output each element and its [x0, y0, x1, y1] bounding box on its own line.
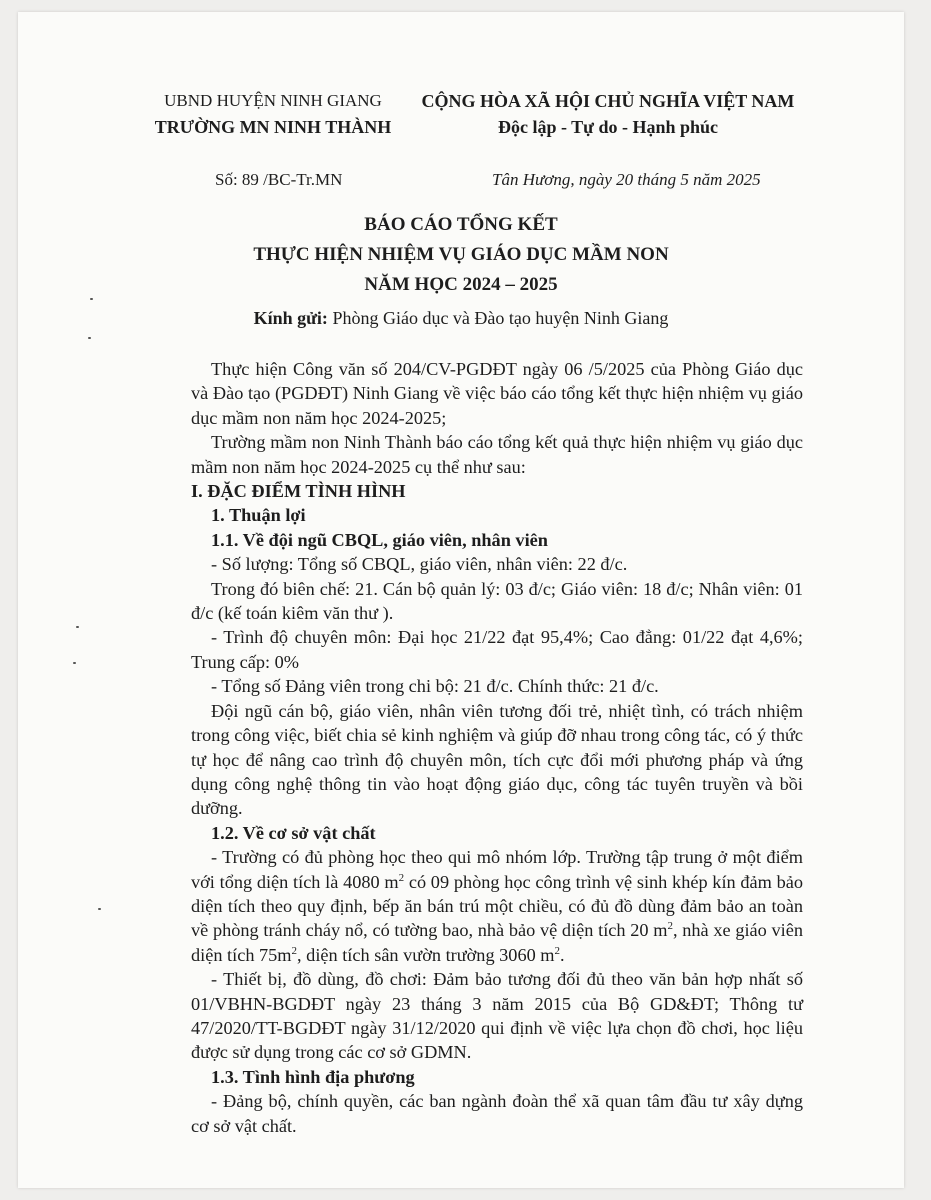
qualification-paragraph: - Trình độ chuyên môn: Đại học 21/22 đạt 95,4%; Cao đẳng: 01/22 đạt 4,6%; Trung cấp: 0%	[191, 627, 803, 672]
title-line-2: THỰC HIỆN NHIỆM VỤ GIÁO DỤC MẦM NON	[253, 244, 669, 265]
party-members-paragraph: - Tổng số Đảng viên trong chi bộ: 21 đ/c. Chính thức: 21 đ/c.	[211, 676, 659, 697]
motto: Độc lập - Tự do - Hạnh phúc	[497, 117, 719, 137]
document-page	[18, 12, 904, 1188]
staff-count-paragraph: - Số lượng: Tổng số CBQL, giáo viên, nhân viên: 22 đ/c.	[211, 554, 628, 575]
issuer-block	[153, 88, 393, 140]
scan-speck	[73, 662, 76, 664]
issuer-school: TRƯỜNG MN NINH THÀNH	[154, 117, 392, 137]
subsection-heading-1-3: 1.3. Tình hình địa phương	[211, 1066, 415, 1087]
scan-speck	[90, 298, 93, 300]
staff-assessment-paragraph: Đội ngũ cán bộ, giáo viên, nhân viên tương đối trẻ, nhiệt tình, có trách nhiệm trong công việc, biết chia sẻ kinh nghiệm và giúp đỡ nhau trong công tác, có ý thức tự học để nâng cao trình độ chuyên môn, tích cực đổi mới phương pháp và ứng dụng công nghệ thông tin vào hoạt động giáo dục, công tác tuyên truyền và bồi dưỡng.	[191, 700, 803, 819]
subsection-heading-1-2: 1.2. Về cơ sở vật chất	[211, 822, 376, 843]
intro-paragraph-1: Thực hiện Công văn số 204/CV-PGDĐT ngày 06 /5/2025 của Phòng Giáo dục và Đào tạo (PGDĐT) Ninh Giang về việc báo cáo tổng kết thực hiện nhiệm vụ giáo dục mầm non năm học 2024-2025;	[191, 359, 803, 428]
recipient-label: Kính gửi:	[253, 308, 328, 328]
subsection-heading-1-1: 1. Thuận lợi	[211, 505, 306, 526]
scan-speck	[88, 337, 91, 339]
report-title	[18, 210, 904, 300]
document-date: Tân Hương, ngày 20 tháng 5 năm 2025	[492, 170, 761, 189]
scan-speck	[98, 908, 101, 910]
equipment-paragraph: - Thiết bị, đồ dùng, đồ chơi: Đảm bảo tương đối đủ theo văn bản hợp nhất số 01/VBHN-BGDĐT ngày 23 tháng 3 năm 2015 của Bộ GD&ĐT; Thông tư 47/2020/TT-BGDĐT ngày 31/12/2020 qui định về việc lựa chọn đồ chơi, học liệu được sử dụng trong các cơ sở GDMN.	[191, 969, 803, 1063]
staff-breakdown-paragraph: Trong đó biên chế: 21. Cán bộ quản lý: 03 đ/c; Giáo viên: 18 đ/c; Nhân viên: 01 đ/c (kế toán kiêm văn thư ).	[191, 578, 803, 624]
title-line-3: NĂM HỌC 2024 – 2025	[364, 274, 558, 295]
scan-speck	[76, 626, 79, 628]
local-situation-paragraph: - Đảng bộ, chính quyền, các ban ngành đoàn thể xã quan tâm đầu tư xây dựng cơ sở vật chất.	[191, 1091, 803, 1136]
facilities-paragraph: - Trường có đủ phòng học theo qui mô nhóm lớp. Trường tập trung ở một điểm với tổng diện tích là 4080 $m^2$ có 09 phòng học công trình vệ sinh khép kín đảm bảo diện tích theo quy định, bếp ăn bán trú một chiều, có đủ đồ dùng đảm bảo an toàn về phòng tránh cháy nổ, có tường bao, nhà bảo vệ diện tích 20 $m^2$, nhà xe giáo viên diện tích $75m^2$, diện tích sân vườn trường 3060 $m^2$.	[191, 847, 803, 965]
recipient-name: Phòng Giáo dục và Đào tạo huyện Ninh Giang	[332, 308, 669, 328]
recipient	[18, 308, 904, 329]
intro-paragraph-2: Trường mầm non Ninh Thành báo cáo tổng kết quả thực hiện nhiệm vụ giáo dục mầm non năm học 2024-2025 cụ thể như sau:	[191, 432, 803, 477]
section-heading-1: I. ĐẶC ĐIỂM TÌNH HÌNH	[191, 481, 406, 502]
subsection-heading-1-1-1: 1.1. Về đội ngũ CBQL, giáo viên, nhân viên	[211, 529, 548, 550]
national-motto-block	[408, 88, 808, 140]
title-line-1: BÁO CÁO TỔNG KẾT	[364, 214, 558, 235]
country-name: CỘNG HÒA XÃ HỘI CHỦ NGHĨA VIỆT NAM	[421, 91, 795, 111]
issuer-authority: UBND HUYỆN NINH GIANG	[164, 91, 382, 110]
report-body	[191, 345, 803, 1138]
document-number: Số: 89 /BC-Tr.MN	[215, 170, 343, 189]
